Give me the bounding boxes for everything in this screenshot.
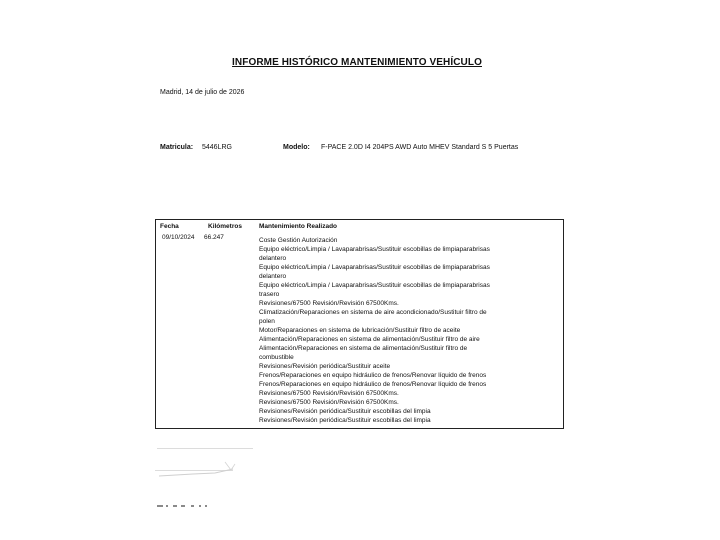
service-line: trasero [259,291,280,298]
plate-label: Matricula: [160,144,194,151]
service-line: Revisiones/Revisión periódica/Sustituir aceite [259,363,391,370]
header-km: Kilómetros [208,223,242,230]
service-line: Equipo eléctrico/Limpia / Lavaparabrisas/Sustituir escobillas de limpiaparabrisas [259,264,490,271]
place-date: Madrid, 14 de julio de 2026 [160,89,245,96]
service-line: Alimentación/Reparaciones en sistema de alimentación/Sustituir filtro de aire [259,336,480,343]
row-date: 09/10/2024 [162,234,195,241]
header-service: Mantenimiento Realizado [259,223,338,230]
service-line: combustible [259,354,294,361]
service-line: Climatización/Reparaciones en sistema de aire acondicionado/Sustituir filtro de [259,309,487,316]
service-line: Frenos/Reparaciones en equipo hidráulico de frenos/Renovar líquido de frenos [259,372,487,379]
row-km: 66.247 [204,234,224,241]
service-line: Frenos/Reparaciones en equipo hidráulico de frenos/Renovar líquido de frenos [259,381,487,388]
service-line: Revisiones/67500 Revisión/Revisión 67500Kms. [259,390,399,397]
service-line: Revisiones/Revisión periódica/Sustituir escobillas del limpia [259,417,431,424]
service-list [259,236,519,425]
service-line: Revisiones/67500 Revisión/Revisión 67500Kms. [259,300,399,307]
service-line: delantero [259,255,287,262]
service-line: delantero [259,273,287,280]
service-line: Motor/Reparaciones en sistema de lubricación/Sustituir filtro de aceite [259,327,461,334]
plate-value: 5446LRG [202,144,232,151]
service-line: Revisiones/Revisión periódica/Sustituir escobillas del limpia [259,408,431,415]
document-title: INFORME HISTÓRICO MANTENIMIENTO VEHÍCULO [232,57,482,68]
model-value: F-PACE 2.0D I4 204PS AWD Auto MHEV Standard S 5 Puertas [321,144,519,151]
service-line: Coste Gestión Autorización [259,237,338,244]
header-date: Fecha [160,223,179,230]
service-line: Equipo eléctrico/Limpia / Lavaparabrisas/Sustituir escobillas de limpiaparabrisas [259,246,490,253]
service-line: Alimentación/Reparaciones en sistema de alimentación/Sustituir filtro de [259,345,468,352]
service-line: Revisiones/67500 Revisión/Revisión 67500Kms. [259,399,399,406]
signature-scribble [155,440,265,510]
signature-area [155,440,265,510]
service-line: polen [259,318,275,325]
model-label: Modelo: [283,144,310,151]
service-line: Equipo eléctrico/Limpia / Lavaparabrisas/Sustituir escobillas de limpiaparabrisas [259,282,490,289]
maintenance-table [155,219,564,429]
